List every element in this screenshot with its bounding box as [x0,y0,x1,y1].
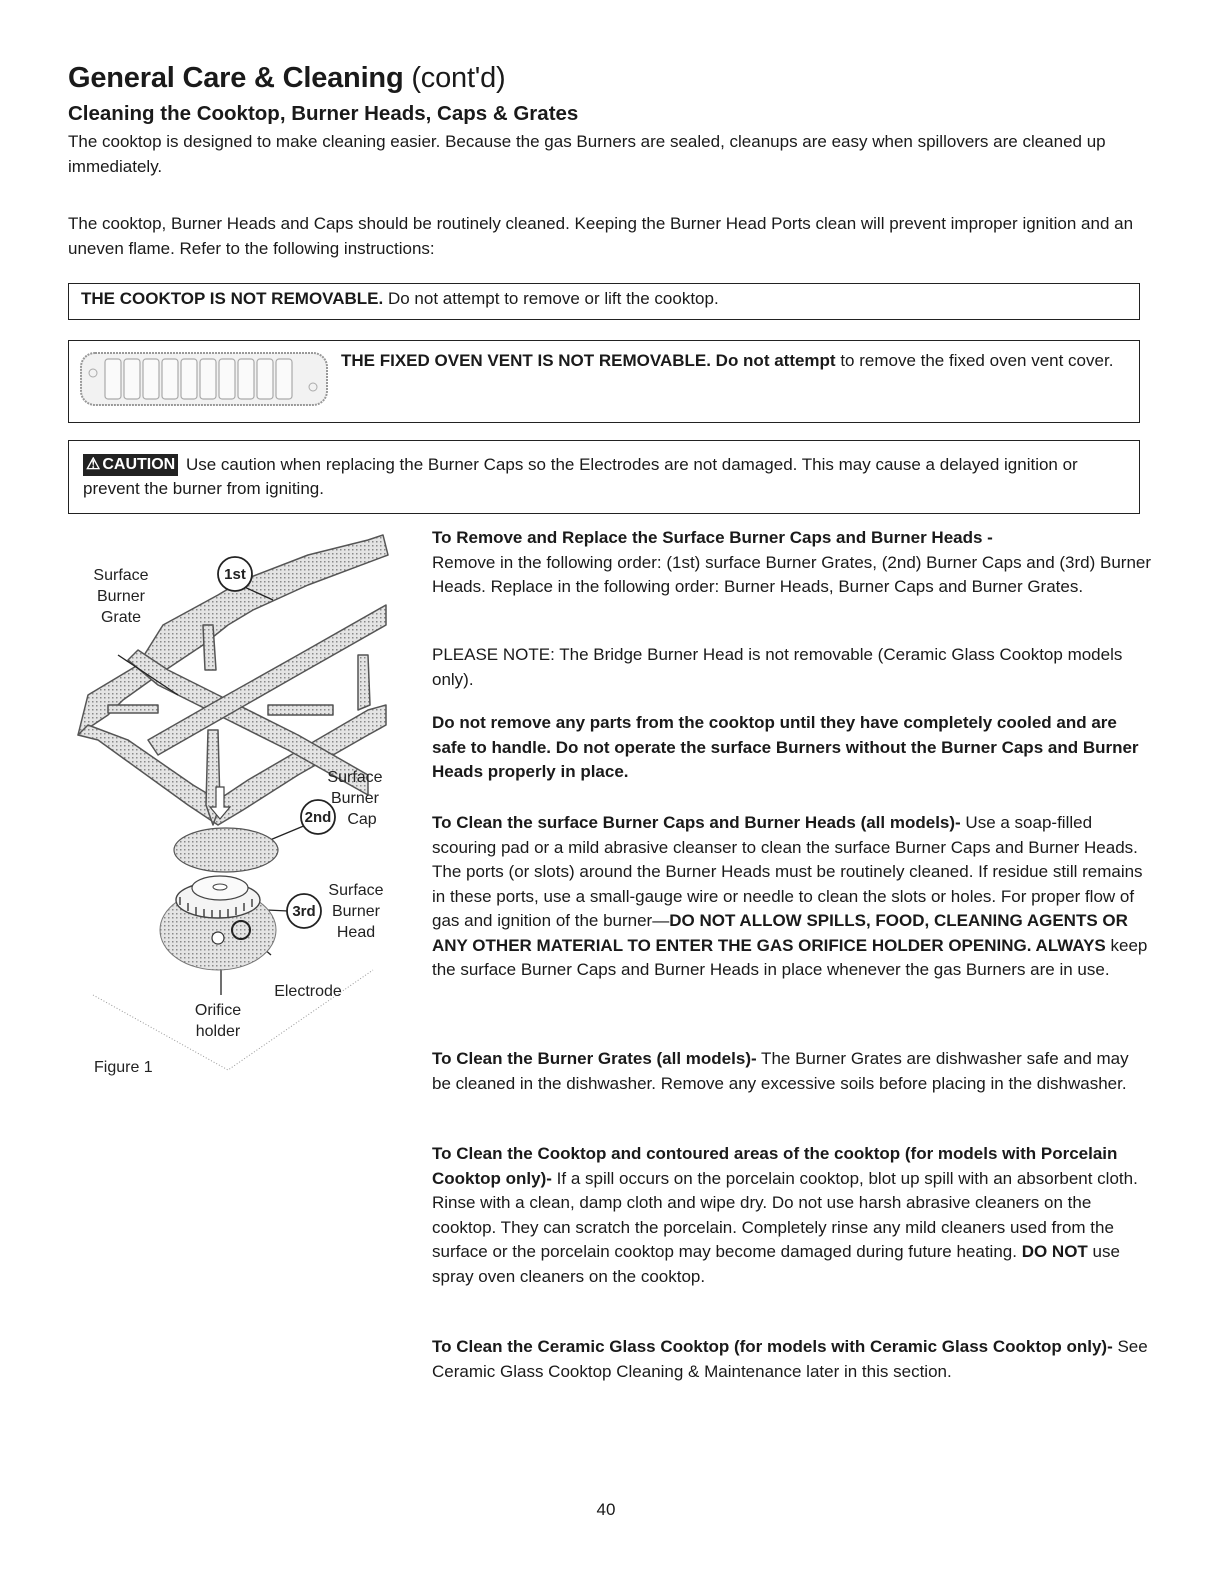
page-number: 40 [596,1500,616,1519]
figure-1-burner-diagram [68,525,408,1085]
label-head-line2: Burner [331,903,381,920]
oven-vent-icon [79,351,329,407]
caution-badge [83,454,178,476]
section-clean-caps-heads-heading: To Clean the surface Burner Caps and Burner Heads (all models)- [432,813,961,832]
label-cap-line1: Surface [327,769,383,786]
cooktop-notice-box [68,283,1140,320]
burner-cap-illustration [174,828,278,872]
cooktop-notice-text: Do not attempt to remove or lift the cooktop. [383,289,719,308]
label-grate-line2: Burner [96,588,146,605]
section-clean-porcelain-body: If a spill occurs on the porcelain cooktop, blot up spill with an absorbent cloth. Rinse with a clean, damp cloth and wipe dry. Do not use harsh abrasive cleaners on the cooktop. They can scratch the porcelain. Completely rinse any mild cleaners used from the surface or the porcelain cooktop may become damaged during future heating. [432,1168,1138,1261]
burner-head-illustration [176,876,260,918]
section-clean-caps-heads [432,811,1152,983]
vent-notice-text: to remove the fixed oven vent cover. [835,351,1114,370]
section-clean-grates-body: The Burner Grates are dishwasher safe and may be cleaned in the dishwasher. Remove any excessive soils before placing in the dishwasher. [432,1049,1129,1093]
label-grate-line3: Grate [100,609,141,626]
intro-paragraph-2: The cooktop, Burner Heads and Caps should be routinely cleaned. Keeping the Burner Head Ports clean will prevent improper ignition and an uneven flame. Refer to the following instructions: [68,214,1134,258]
section-clean-grates [432,1047,1152,1096]
section-warning-cooled [432,711,1152,785]
vent-notice-bold: THE FIXED OVEN VENT IS NOT REMOVABLE. Do not attempt [341,351,836,370]
section-remove-replace-body: Remove in the following order: (1st) surface Burner Grates, (2nd) Burner Caps and (3rd) Burner Heads. Replace in the following order: Burner Heads, Burner Caps and Burner Grates. [432,552,1152,596]
step-2nd-label: 2nd [304,809,332,826]
step-1st-label: 1st [224,566,246,583]
vent-notice-box [68,340,1140,423]
section-please-note: PLEASE NOTE: The Bridge Burner Head is not removable (Ceramic Glass Cooktop models only). [432,645,1123,689]
section-clean-porcelain-do-not: DO NOT [1021,1242,1088,1261]
label-orifice-line2: holder [195,1023,241,1040]
warning-triangle-icon: ⚠ [86,456,101,473]
caution-badge-label: CAUTION [102,456,176,473]
label-grate [86,565,156,628]
caution-notice-box [68,440,1140,514]
section-warning-cooled-text: Do not remove any parts from the cooktop until they have completely cooled and are safe to handle. Do not operate the surface Burners without the Burner Caps and Burner Heads properly in place. [432,713,1139,781]
label-grate-line1: Surface [93,567,149,584]
vent-notice-text-block [341,349,1121,373]
orifice-holder-illustration [212,932,224,944]
label-electrode: Electrode [274,983,342,1000]
section-clean-ceramic-body: See Ceramic Glass Cooktop Cleaning & Maintenance later in this section. [432,1337,1148,1381]
cooktop-notice-bold: THE COOKTOP IS NOT REMOVABLE. [81,289,384,308]
section-remove-replace [432,526,1152,600]
section-clean-grates-heading: To Clean the Burner Grates (all models)- [432,1049,757,1068]
label-head [321,880,391,943]
caution-notice-text: Use caution when replacing the Burner Caps so the Electrodes are not damaged. This may cause a delayed ignition or prevent the burner from igniting. [83,455,1078,498]
label-head-line3: Head [336,924,376,941]
section-clean-porcelain [432,1142,1152,1289]
title-contd: (cont'd) [403,62,506,94]
figure-caption: Figure 1 [94,1059,153,1076]
step-3rd-label: 3rd [292,903,316,920]
label-orifice-line1: Orifice [194,1002,242,1019]
intro-paragraph-1: The cooktop is designed to make cleaning easier. Because the gas Burners are sealed, cleanups are easy when spillovers are cleaned up immediately. [68,132,1106,176]
section-remove-replace-heading: To Remove and Replace the Surface Burner Caps and Burner Heads - [432,528,993,547]
section-clean-ceramic-heading: To Clean the Ceramic Glass Cooktop (for models with Ceramic Glass Cooktop only)- [432,1337,1113,1356]
label-cap-line2: Burner [330,790,380,807]
section-clean-caps-heads-warning: DO NOT ALLOW SPILLS, FOOD, CLEANING AGENTS OR ANY OTHER MATERIAL TO ENTER THE GAS ORIFICE HOLDER OPENING. ALWAYS [432,911,1128,955]
label-head-line1: Surface [328,882,384,899]
section-clean-caps-heads-body: Use a soap-filled scouring pad or a mild abrasive cleanser to clean the surface Burner Caps and Burner Heads. The ports (or slots) around the Burner Heads must be routinely cleaned. If residue still remains in these ports, use a small-gauge wire or needle to clean the slots or holes. For proper flow of gas and ignition of the burner— [432,813,1143,930]
section-clean-porcelain-body2: use spray oven cleaners on the cooktop. [432,1242,1120,1286]
label-orifice-holder [178,1000,258,1042]
section-clean-porcelain-heading: To Clean the Cooktop and contoured areas of the cooktop (for models with Porcelain Cooktop only)- [432,1144,1118,1188]
title-main: General Care & Cleaning [68,62,404,94]
label-cap-line3: Cap [347,811,377,828]
section-subtitle: Cleaning the Cooktop, Burner Heads, Caps & Grates [68,102,579,125]
section-clean-caps-heads-body2: keep the surface Burner Caps and Burner Heads in place whenever the gas Burners are in use. [432,935,1148,979]
page-title [68,62,506,95]
section-clean-ceramic [432,1335,1152,1384]
